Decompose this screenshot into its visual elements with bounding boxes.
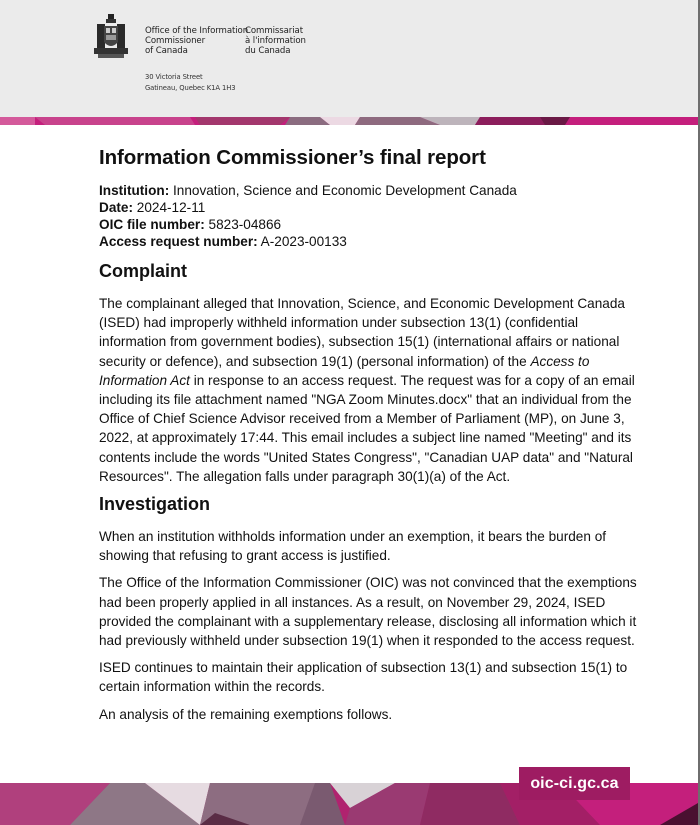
decorative-band-top — [0, 117, 698, 125]
meta-value: 5823-04866 — [204, 217, 282, 232]
coat-of-arms-icon — [94, 14, 128, 60]
letterhead — [0, 0, 698, 117]
meta-label: Access request number — [99, 234, 254, 249]
section-heading-investigation: Investigation — [99, 494, 211, 515]
meta-oic-file-number: OIC file number: 5823-04866 — [99, 217, 282, 232]
meta-institution: Institution: Innovation, Science and Economic Development Canada — [99, 183, 517, 198]
meta-value: Innovation, Science and Economic Development Canada — [169, 183, 517, 198]
complaint-paragraph: The complainant alleged that Innovation, Science, and Economic Development Canada (ISED) had improperly withheld information under subsection 13(1) (confidential information from government bodies), subsection 15(1) (international affairs or national security or defence), and subsection 19(1) (personal information) of the Access to Information Act in response to an access request. The request was for a copy of an email including its file attachment named "NGA Zoom Minutes.docx" that an individual from the Office of Chief Science Advisor received from a Member of Parliament (MP), on June 3, 2022, at approximately 17:44. This email includes a subject line named "Meeting" and its contents include the words "United States Congress", "Canadian UAP data" and "Natural Resources". The allegation falls under paragraph 30(1)(a) of the Act. — [99, 296, 635, 484]
act-title: Access to Information Act — [99, 353, 590, 388]
meta-label: Institution — [99, 183, 165, 198]
org-name-french: Commissariat à l'information du Canada — [245, 26, 306, 56]
section-heading-complaint: Complaint — [99, 261, 187, 281]
website-url-badge[interactable]: oic-ci.gc.ca — [519, 767, 630, 800]
investigation-paragraph: An analysis of the remaining exemptions follows. — [99, 706, 393, 722]
investigation-paragraph: The Office of the Information Commissioner (OIC) was not convinced that the exemptions had been properly applied in all instances. As a result, on November 29, 2024, ISED provided the complainant with a supplementary release, disclosing all information which it had previously withheld under subsection 19(1) when it responded to the access request. — [99, 575, 637, 649]
org-name-english: Office of the Information Commissioner of Canada — [145, 26, 249, 56]
meta-access-request-number: Access request number: A-2023-00133 — [99, 234, 347, 249]
address-city: Gatineau, Quebec K1A 1H3 — [145, 84, 236, 92]
report-body — [99, 146, 639, 732]
meta-label: Date — [99, 200, 129, 215]
report-title: Information Commissioner’s final report — [99, 146, 486, 169]
meta-value: A-2023-00133 — [257, 234, 347, 249]
investigation-paragraph: ISED continues to maintain their application of subsection 13(1) and subsection 15(1) to certain information within the records. — [99, 660, 628, 695]
meta-value: 2024-12-11 — [133, 200, 206, 215]
address-street: 30 Victoria Street — [145, 73, 203, 81]
meta-date: Date: 2024-12-11 — [99, 200, 206, 215]
investigation-paragraph: When an institution withholds information under an exemption, it bears the burden of showing that refusing to grant access is justified. — [99, 529, 607, 564]
meta-label: OIC file number — [99, 217, 201, 232]
